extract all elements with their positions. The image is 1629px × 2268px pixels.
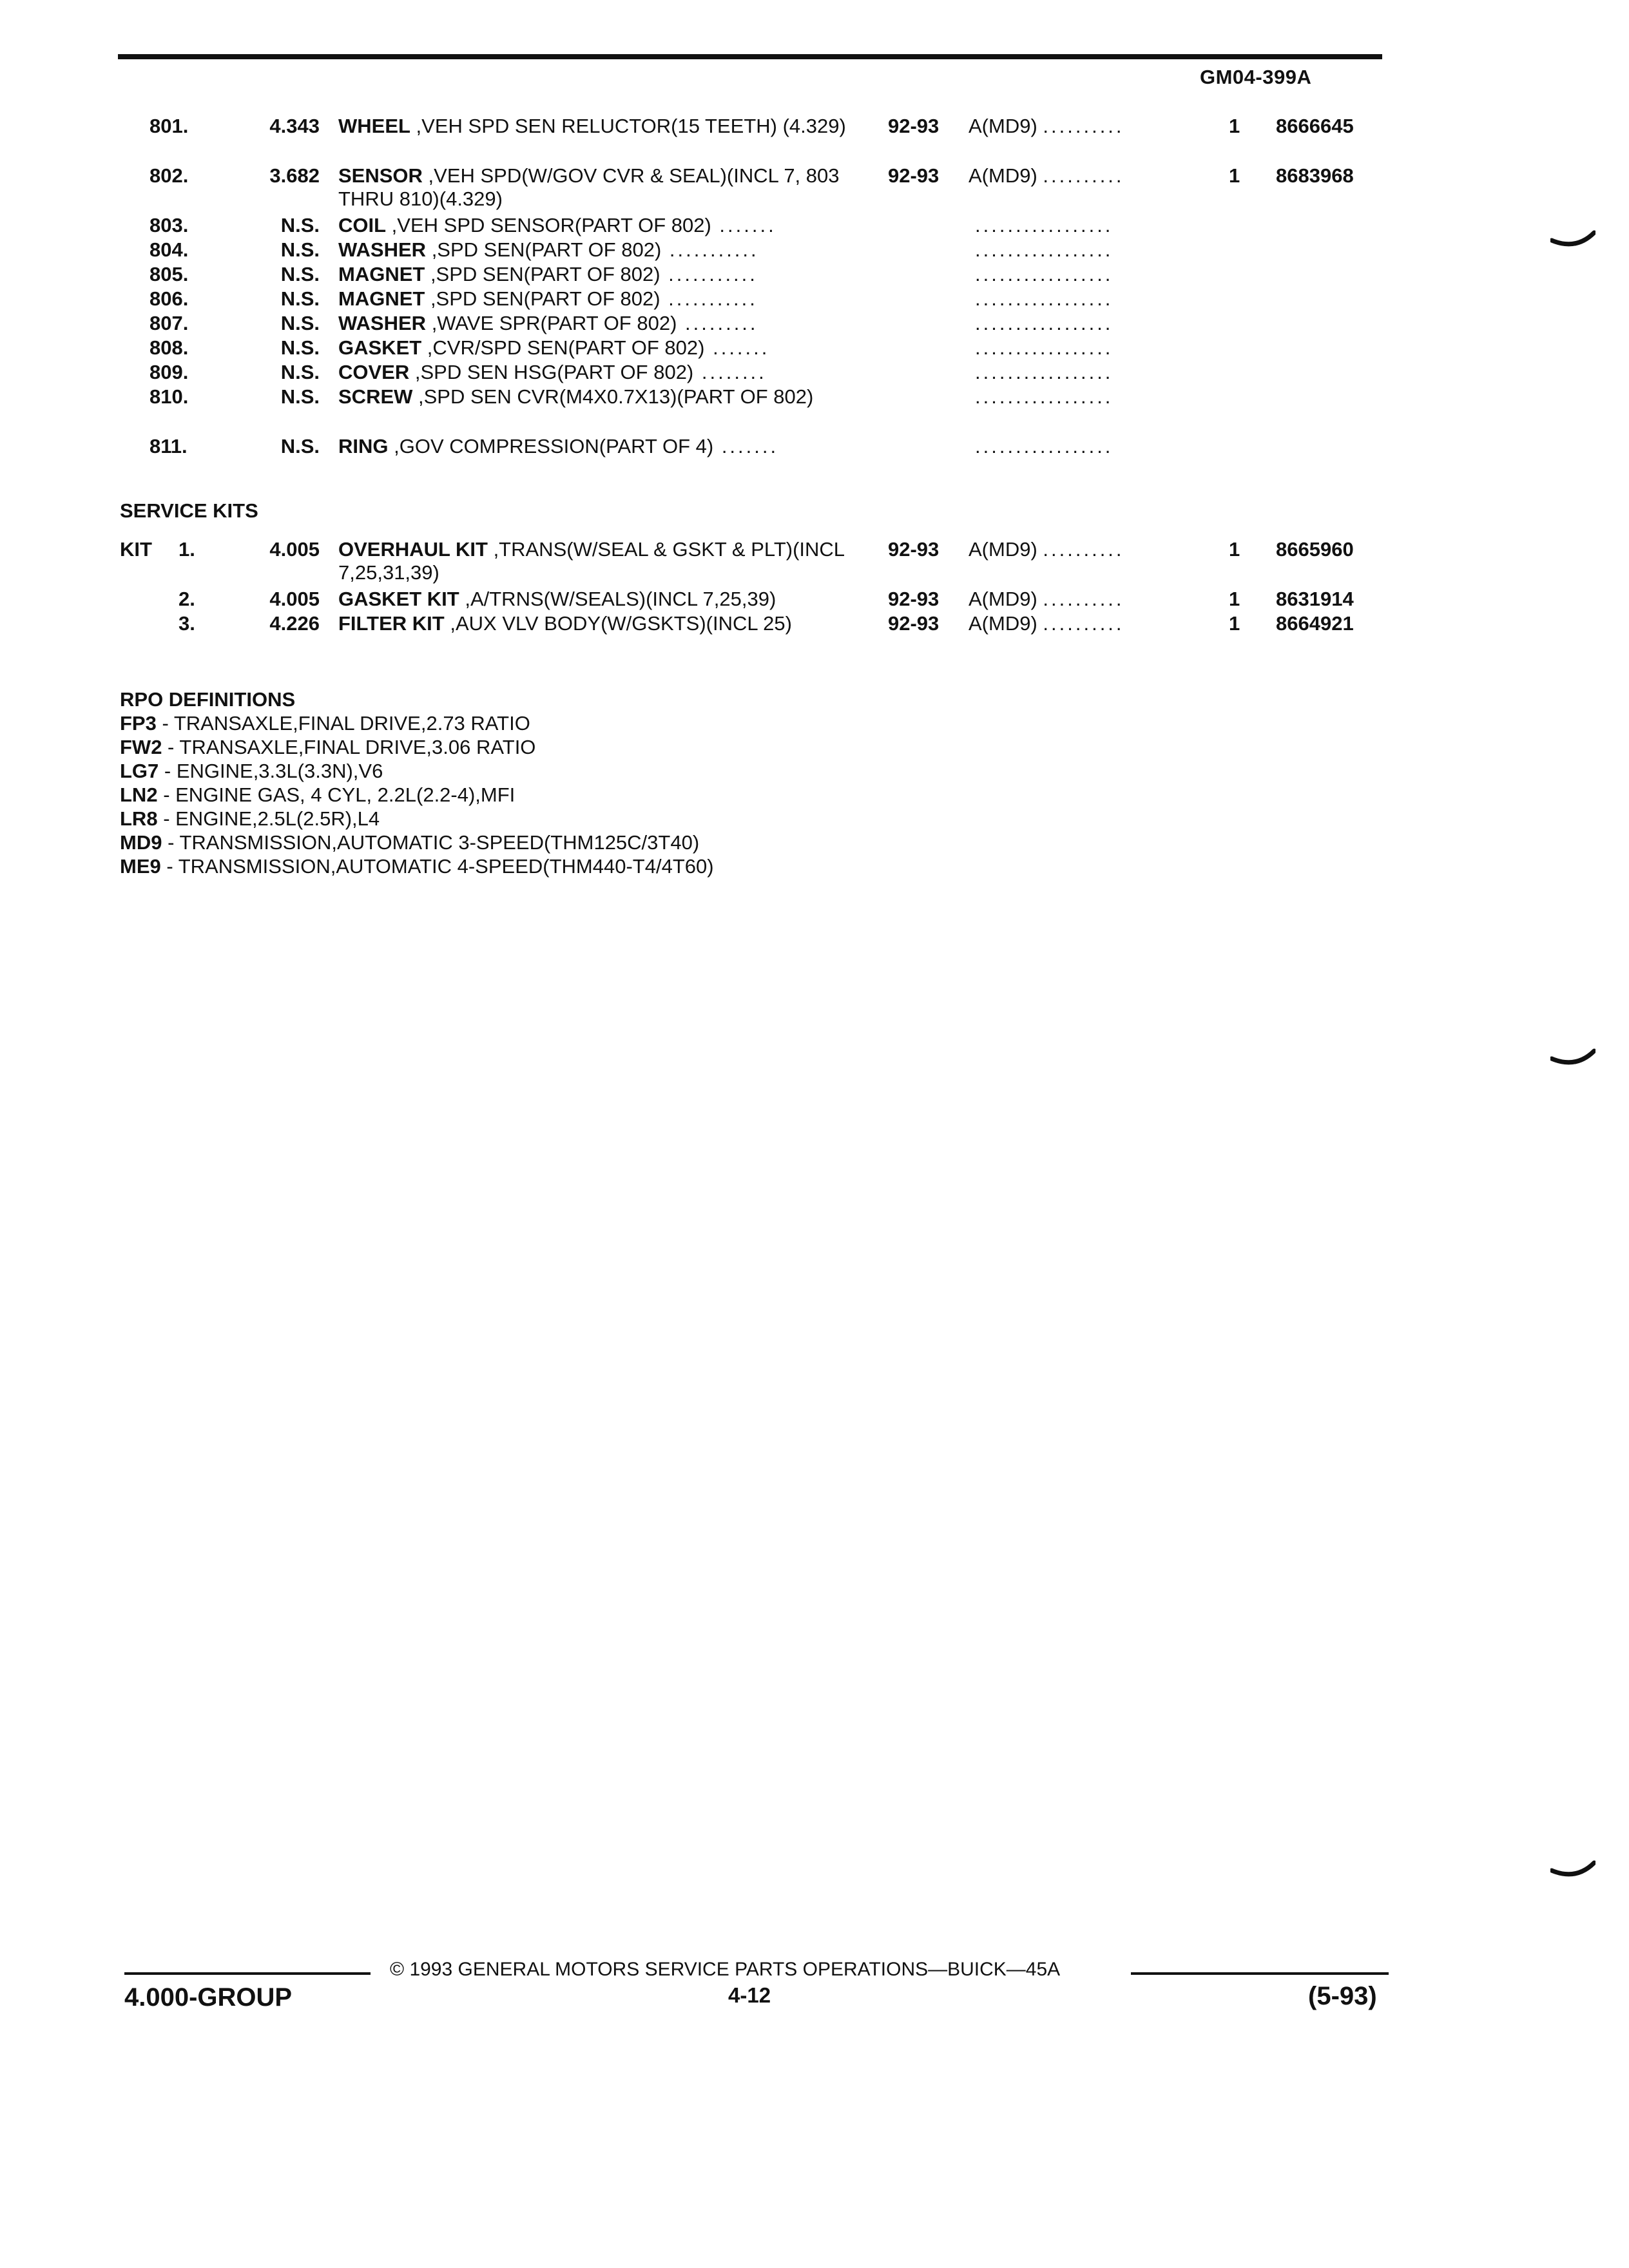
model-code-text: A(MD9): [969, 115, 1037, 137]
part-description: [338, 588, 867, 611]
table-row: [0, 312, 1629, 336]
part-description: [338, 164, 867, 211]
model-code: [969, 115, 1124, 138]
leader-dots: ..........: [1043, 588, 1124, 610]
part-description: [338, 538, 867, 584]
model-years: 92-93: [888, 588, 940, 610]
part-detail: ,VEH SPD(W/GOV CVR & SEAL)(INCL 7, 803 THRU 810)(4.329): [338, 164, 840, 210]
part-description: [338, 336, 867, 360]
rpo-item: [120, 735, 714, 759]
part-description: [338, 115, 867, 138]
footer-page-number: 4-12: [728, 1983, 771, 2007]
part-detail: ,WAVE SPR(PART OF 802): [426, 312, 677, 334]
parts-list: [0, 115, 1629, 459]
table-row: [0, 435, 1629, 459]
part-name: GASKET KIT: [338, 588, 459, 610]
rpo-text: - TRANSMISSION,AUTOMATIC 3-SPEED(THM125C/3T40): [162, 831, 700, 854]
footer-rule-left: [124, 1972, 371, 1975]
footer-date: (5-93): [1308, 1982, 1377, 2010]
binder-mark-icon: [1550, 1859, 1595, 1885]
part-detail: ,A/TRNS(W/SEALS)(INCL 7,25,39): [459, 588, 776, 610]
binder-mark-icon: [1550, 229, 1595, 255]
part-name: COVER: [338, 361, 410, 383]
rpo-code: ME9: [120, 855, 161, 878]
rpo-title: RPO DEFINITIONS: [120, 688, 296, 711]
binder-mark-icon: [1550, 1047, 1595, 1073]
ref-number: 806.: [149, 287, 189, 310]
model-code: [969, 588, 1124, 611]
rpo-item: [120, 831, 714, 854]
table-row: [0, 612, 1629, 662]
part-number: 8631914: [1276, 588, 1354, 610]
model-years: 92-93: [888, 538, 940, 561]
model-code-text: A(MD9): [969, 538, 1037, 561]
table-row: [0, 588, 1629, 612]
part-detail: ,VEH SPD SENSOR(PART OF 802): [386, 214, 711, 236]
quantity: 1: [1229, 588, 1240, 610]
leader-dots: ..........: [1043, 612, 1124, 635]
part-name: OVERHAUL KIT: [338, 538, 488, 561]
service-kits-list: [0, 538, 1629, 662]
rpo-text: - TRANSMISSION,AUTOMATIC 4-SPEED(THM440-T4/4T60): [160, 855, 714, 878]
leader-dots: .................: [975, 361, 1113, 383]
leader-dots: ...........: [660, 263, 758, 285]
part-name: FILTER KIT: [338, 612, 445, 635]
part-description: [338, 361, 867, 384]
rpo-item: [120, 759, 714, 783]
part-detail: ,CVR/SPD SEN(PART OF 802): [421, 336, 705, 359]
rpo-code: LG7: [120, 760, 159, 782]
part-detail: ,TRANS(W/SEAL & GSKT & PLT)(INCL 7,25,31,39): [338, 538, 844, 584]
part-detail: ,SPD SEN(PART OF 802): [426, 238, 662, 261]
group-number: 4.343: [269, 115, 320, 137]
leader-dots: .................: [975, 238, 1113, 261]
leader-dots: .......: [713, 435, 779, 457]
group-number: N.S.: [280, 238, 320, 261]
footer-rule-right: [1131, 1972, 1389, 1975]
rpo-code: MD9: [120, 831, 162, 854]
part-detail: ,VEH SPD SEN RELUCTOR(15 TEETH) (4.329): [410, 115, 846, 137]
ref-number: 807.: [149, 312, 189, 334]
leader-dots: .................: [975, 263, 1113, 285]
group-number: N.S.: [280, 336, 320, 359]
ref-number: 805.: [149, 263, 189, 285]
rpo-code: FP3: [120, 712, 157, 735]
part-number: 8683968: [1276, 164, 1354, 187]
table-row: [0, 263, 1629, 287]
quantity: 1: [1229, 164, 1240, 187]
part-number: 8666645: [1276, 115, 1354, 137]
leader-dots: ..........: [1043, 538, 1124, 561]
document-id: GM04-399A: [1200, 66, 1312, 88]
quantity: 1: [1229, 612, 1240, 635]
quantity: 1: [1229, 538, 1240, 561]
model-code-text: A(MD9): [969, 164, 1037, 187]
part-number: 8665960: [1276, 538, 1354, 561]
rpo-code: LN2: [120, 783, 158, 806]
part-detail: ,SPD SEN(PART OF 802): [425, 287, 660, 310]
table-row: [0, 361, 1629, 385]
model-code: [969, 538, 1124, 561]
leader-dots: .................: [975, 435, 1113, 457]
table-row: [0, 336, 1629, 361]
group-number: 3.682: [269, 164, 320, 187]
group-number: 4.226: [269, 612, 320, 635]
model-code: [969, 164, 1124, 187]
part-name: WASHER: [338, 312, 427, 334]
model-years: 92-93: [888, 164, 940, 187]
rpo-text: - ENGINE,2.5L(2.5R),L4: [157, 807, 380, 830]
part-name: WHEEL: [338, 115, 410, 137]
top-rule: [118, 54, 1382, 59]
table-row: [0, 238, 1629, 263]
rpo-item: [120, 854, 714, 878]
table-row: [0, 214, 1629, 238]
leader-dots: ........: [693, 361, 767, 383]
part-name: COIL: [338, 214, 387, 236]
leader-dots: .......: [711, 214, 776, 236]
ref-number: 801.: [149, 115, 189, 137]
part-name: WASHER: [338, 238, 427, 261]
rpo-text: - TRANSAXLE,FINAL DRIVE,3.06 RATIO: [162, 736, 536, 758]
part-name: MAGNET: [338, 287, 425, 310]
model-years: 92-93: [888, 115, 940, 137]
leader-dots: .........: [677, 312, 758, 334]
ref-number: 809.: [149, 361, 189, 383]
leader-dots: ..........: [1043, 115, 1124, 137]
table-row: [0, 287, 1629, 312]
part-description: [338, 385, 867, 408]
leader-dots: .................: [975, 312, 1113, 334]
rpo-definitions: [120, 687, 714, 878]
part-description: [338, 214, 867, 237]
group-number: N.S.: [280, 435, 320, 457]
rpo-text: - ENGINE,3.3L(3.3N),V6: [159, 760, 383, 782]
rpo-text: - TRANSAXLE,FINAL DRIVE,2.73 RATIO: [156, 712, 530, 735]
rpo-item: [120, 807, 714, 831]
footer-copyright: © 1993 GENERAL MOTORS SERVICE PARTS OPERATIONS—BUICK—45A: [390, 1959, 1061, 1980]
leader-dots: .................: [975, 214, 1113, 236]
part-description: [338, 312, 867, 335]
part-name: MAGNET: [338, 263, 425, 285]
group-number: N.S.: [280, 361, 320, 383]
part-number: 8664921: [1276, 612, 1354, 635]
model-code-text: A(MD9): [969, 588, 1037, 610]
part-detail: ,SPD SEN HSG(PART OF 802): [409, 361, 694, 383]
part-description: [338, 238, 867, 262]
part-description: [338, 263, 867, 286]
rpo-code: FW2: [120, 736, 162, 758]
group-number: N.S.: [280, 287, 320, 310]
table-row: [0, 164, 1629, 214]
part-description: [338, 435, 867, 458]
model-code: [969, 612, 1124, 635]
part-name: SENSOR: [338, 164, 423, 187]
leader-dots: .................: [975, 336, 1113, 359]
ref-number: 810.: [149, 385, 189, 408]
leader-dots: ...........: [660, 287, 758, 310]
ref-number: 1.: [178, 538, 195, 561]
rpo-item: [120, 783, 714, 807]
leader-dots: .................: [975, 385, 1113, 408]
ref-number: 3.: [178, 612, 195, 635]
part-description: [338, 612, 867, 635]
part-name: RING: [338, 435, 389, 457]
group-number: N.S.: [280, 385, 320, 408]
rpo-item: [120, 711, 714, 735]
table-row: [0, 538, 1629, 588]
part-description: [338, 287, 867, 311]
table-row: [0, 115, 1629, 164]
ref-number: 2.: [178, 588, 195, 610]
group-number: 4.005: [269, 538, 320, 561]
group-number: N.S.: [280, 214, 320, 236]
ref-number: 808.: [149, 336, 189, 359]
model-code-text: A(MD9): [969, 612, 1037, 635]
service-kits-title: SERVICE KITS: [120, 499, 258, 522]
table-row: [0, 385, 1629, 435]
part-detail: ,AUX VLV BODY(W/GSKTS)(INCL 25): [444, 612, 792, 635]
group-number: N.S.: [280, 312, 320, 334]
ref-number: 811.: [149, 435, 188, 457]
leader-dots: ...........: [661, 238, 759, 261]
quantity: 1: [1229, 115, 1240, 137]
group-number: 4.005: [269, 588, 320, 610]
part-detail: ,GOV COMPRESSION(PART OF 4): [388, 435, 714, 457]
group-number: N.S.: [280, 263, 320, 285]
part-name: SCREW: [338, 385, 413, 408]
ref-number: 803.: [149, 214, 189, 236]
footer-group: 4.000-GROUP: [124, 1983, 293, 2012]
kit-prefix: KIT: [120, 538, 152, 561]
model-years: 92-93: [888, 612, 940, 635]
ref-number: 802.: [149, 164, 189, 187]
part-detail: ,SPD SEN CVR(M4X0.7X13)(PART OF 802): [412, 385, 814, 408]
leader-dots: .......: [704, 336, 770, 359]
part-detail: ,SPD SEN(PART OF 802): [425, 263, 660, 285]
ref-number: 804.: [149, 238, 189, 261]
rpo-code: LR8: [120, 807, 158, 830]
rpo-text: - ENGINE GAS, 4 CYL, 2.2L(2.2-4),MFI: [157, 783, 516, 806]
part-name: GASKET: [338, 336, 422, 359]
leader-dots: ..........: [1043, 164, 1124, 187]
leader-dots: .................: [975, 287, 1113, 310]
